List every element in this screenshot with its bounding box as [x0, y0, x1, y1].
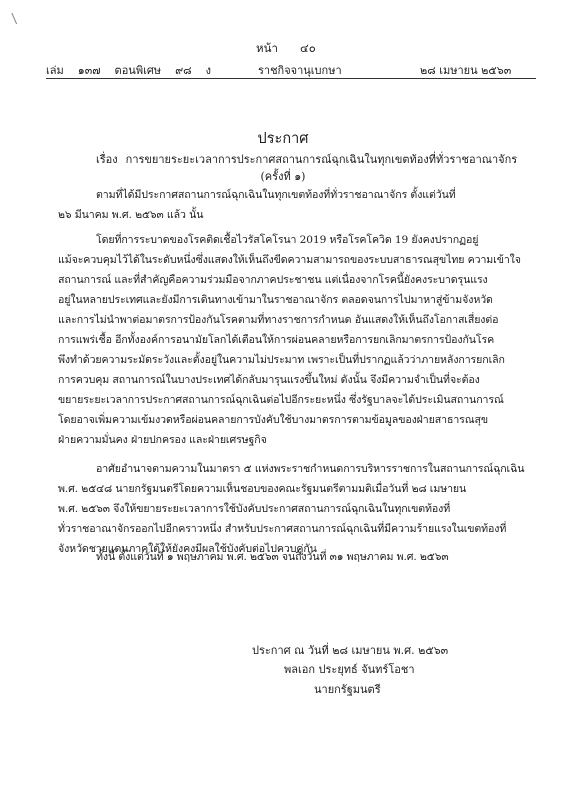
paragraph-2-line: และการไม่นำพาต่อมาตรการป้องกันโรคตามที่ทางราชการกำหนด อันแสดงให้เห็นถึงโอกาสเสี่ยงต่อ	[58, 314, 499, 326]
paragraph-2-line: การแพร่เชื้อ อีกทั้งองค์การอนามัยโลกได้เตือนให้การผ่อนคลายหรือการยกเลิกมาตรการป้องกันโรค	[58, 334, 495, 346]
paragraph-2-line: โดยอาจเพิ่มความเข้มงวดหรือผ่อนคลายการบังคับใช้บางมาตรการตามข้อมูลของฝ่ายสาธารณสุข	[58, 414, 488, 426]
subject-label: เรื่อง	[96, 153, 118, 166]
paragraph-2-line: อยู่ในหลายประเทศและยังมีการเดินทางเข้ามาในราชอาณาจักร ตลอดจนการไปมาหาสู่ข้ามจังหวัด	[58, 294, 493, 306]
paragraph-3-line: อาศัยอำนาจตามความในมาตรา ๕ แห่งพระราชกำหนดการบริหารราชการในสถานการณ์ฉุกเฉิน	[96, 463, 525, 475]
paragraph-3-line: พ.ศ. ๒๕๖๓ จึงให้ขยายระยะเวลาการใช้บังคับประกาศสถานการณ์ฉุกเฉินในทุกเขตท้องที่	[58, 503, 451, 515]
paragraph-3-line: ทั่วราชอาณาจักรออกไปอีกคราวหนึ่ง สำหรับประกาศสถานการณ์ฉุกเฉินที่มีความร้ายแรงในเขตท้องที่	[58, 523, 507, 535]
corner-mark: \	[11, 10, 18, 28]
paragraph-2-line: โดยที่การระบาดของโรคติดเชื้อไวรัสโคโรนา 2019 หรือโรคโควิด 19 ยังคงปรากฏอยู่	[96, 234, 479, 246]
paragraph-2-line: การควบคุม สถานการณ์ในบางประเทศได้กลับมารุนแรงขึ้นใหม่ ดังนั้น จึงมีความจำเป็นที่จะต้อง	[58, 374, 480, 386]
signature-date: ประกาศ ณ วันที่ ๒๘ เมษายน พ.ศ. ๒๕๖๓	[252, 644, 449, 657]
subject-continuation: (ครั้งที่ ๑)	[260, 170, 306, 183]
paragraph-2-line: ฝ่ายความมั่นคง ฝ่ายปกครอง และฝ่ายเศรษฐกิจ	[58, 434, 267, 446]
gazette-date: ๒๘ เมษายน ๒๕๖๓	[420, 64, 512, 77]
subject-text: การขยายระยะเวลาการประกาศสถานการณ์ฉุกเฉินในทุกเขตท้องที่ทั่วราชอาณาจักร	[125, 153, 518, 166]
volume-label: เล่ม	[46, 64, 64, 77]
paragraph-3-line: จังหวัดชายแดนภาคใต้ให้ยังคงมีผลใช้บังคับต่อไปควบคู่กัน	[58, 543, 317, 555]
document-title: ประกาศ	[257, 131, 309, 147]
paragraph-4-line: ทั้งนี้ ตั้งแต่วันที่ ๑ พฤษภาคม พ.ศ. ๒๕๖๓ จนถึงวันที่ ๓๑ พฤษภาคม พ.ศ. ๒๕๖๓	[96, 551, 449, 563]
issue-number: ๙๘	[175, 64, 192, 77]
subject-line	[96, 150, 517, 168]
page-label: หน้า	[256, 41, 278, 55]
page-number: ๔๐	[300, 41, 316, 55]
signatory-name: พลเอก ประยุทธ์ จันทร์โอชา	[284, 663, 415, 676]
section-letter: ง	[205, 64, 211, 77]
paragraph-2-line: พึงทำด้วยความระมัดระวังและตั้งอยู่ในความไม่ประมาท เพราะเป็นที่ปรากฏแล้วว่าภายหลังการยกเลิก	[58, 354, 505, 366]
header-rule	[46, 78, 536, 79]
paragraph-2-line: สถานการณ์ และที่สำคัญคือความร่วมมือจากภาคประชาชน แต่เนื่องจากโรคนี้ยังคงระบาดรุนแรง	[58, 274, 488, 286]
paragraph-3-line: พ.ศ. ๒๕๔๘ นายกรัฐมนตรีโดยความเห็นชอบของคณะรัฐมนตรีตามมติเมื่อวันที่ ๒๘ เมษายน	[58, 483, 467, 495]
signatory-position: นายกรัฐมนตรี	[314, 683, 381, 696]
issue-label: ตอนพิเศษ	[114, 64, 162, 77]
paragraph-1-line: ตามที่ได้มีประกาศสถานการณ์ฉุกเฉินในทุกเขตท้องที่ทั่วราชอาณาจักร ตั้งแต่วันที่	[96, 189, 456, 201]
paragraph-2-line: ขยายระยะเวลาการประกาศสถานการณ์ฉุกเฉินต่อไปอีกระยะหนึ่ง ซึ่งรัฐบาลจะได้ประเมินสถานการณ์	[58, 394, 504, 406]
paragraph-1-line: ๒๖ มีนาคม พ.ศ. ๒๕๖๓ แล้ว นั้น	[58, 209, 204, 221]
paragraph-2-line: แม้จะควบคุมไว้ได้ในระดับหนึ่งซึ่งแสดงให้เห็นถึงขีดความสามารถของระบบสาธารณสุขไทย ความเข้าใจ	[58, 254, 521, 266]
gazette-name: ราชกิจจานุเบกษา	[258, 64, 342, 77]
volume-number: ๑๓๗	[77, 64, 101, 77]
gazette-volume-info	[46, 61, 225, 79]
